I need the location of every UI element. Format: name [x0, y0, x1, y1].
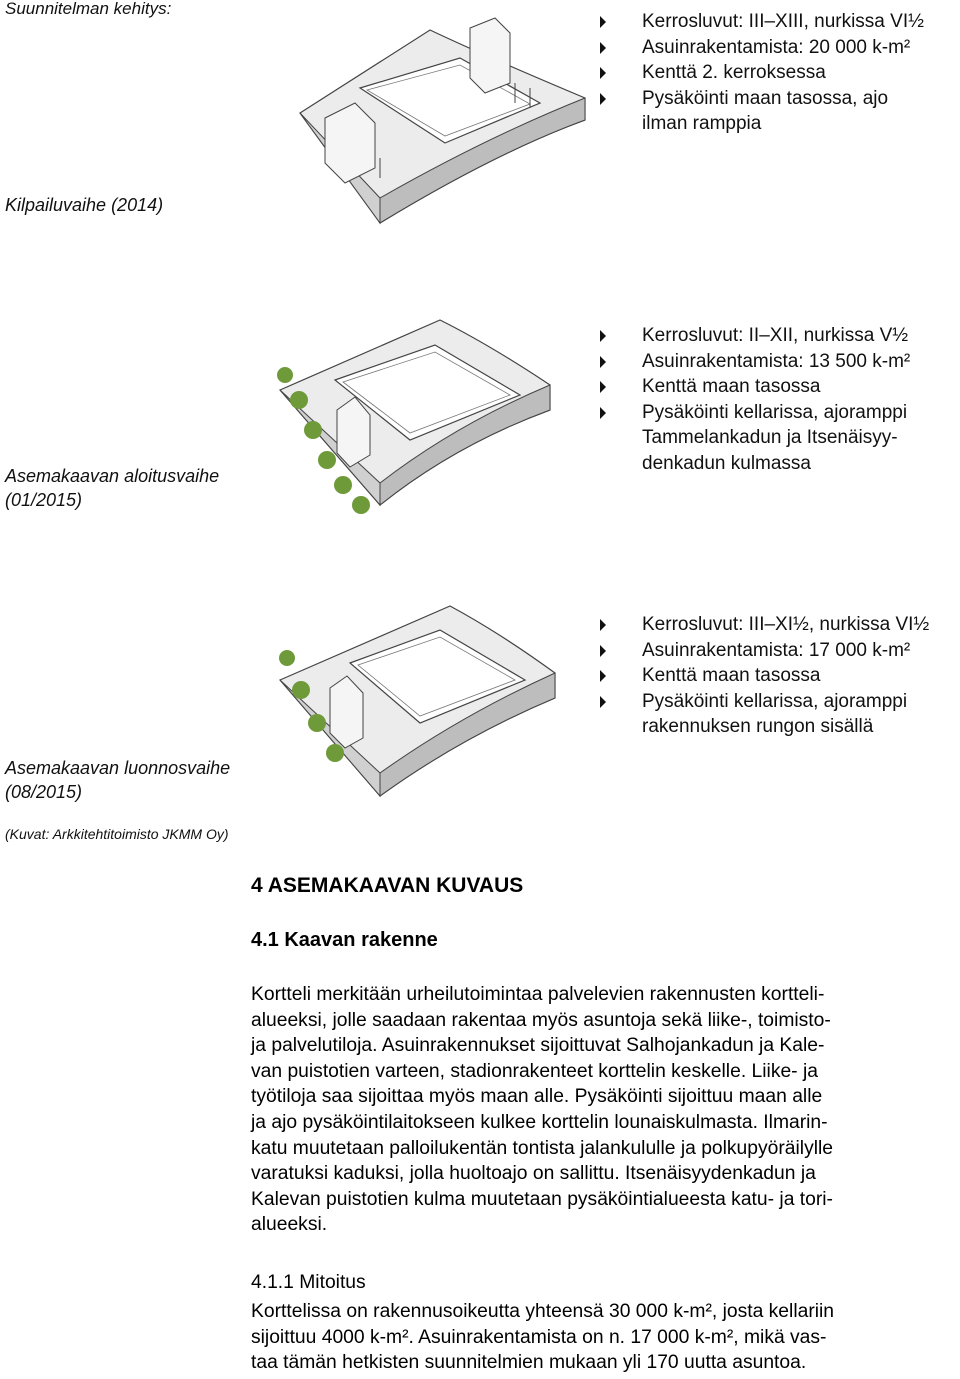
list-item: Kerrosluvut: III–XIII, nurkissa VI½	[600, 9, 924, 35]
list-item: Pysäköinti kellarissa, ajoramppi rakennuksen rungon sisällä	[600, 689, 929, 740]
list-item: Asuinrakentamista: 13 500 k-m²	[600, 349, 910, 375]
phase-label-competition: Kilpailuvaihe (2014)	[5, 195, 164, 215]
building-diagram-initiation	[275, 305, 575, 520]
bullet-icon	[600, 670, 606, 682]
bullet-icon	[600, 645, 606, 657]
list-item: Kerrosluvut: III–XI½, nurkissa VI½	[600, 612, 929, 638]
bullet-icon	[600, 407, 606, 419]
heading-2: 4.1 Kaavan rakenne	[251, 929, 438, 951]
paragraph-dimensioning: Korttelissa on rakennusoikeutta yhteensä 30 000 k-m², josta kellariin sijoittuu 4000 k-m². Asuinrakentamista on n. 17 000 k-m², mikä vas- taa tämän hetkisten suunnitelmien mukaan yli 170 uutta asuntoa.	[251, 1301, 835, 1374]
list-item: Kenttä 2. kerroksessa	[600, 60, 924, 86]
bullet-icon	[600, 330, 606, 342]
heading-1: 4 ASEMAKAAVAN KUVAUS	[251, 874, 524, 897]
bullet-icon	[600, 93, 606, 105]
bullet-list-draft	[600, 612, 929, 740]
bullet-icon	[600, 696, 606, 708]
bullet-icon	[600, 16, 606, 28]
paragraph-structure: Kortteli merkitään urheilutoimintaa palvelevien rakennusten kortteli- alueeksi, jolle saadaan rakentaa myös asuntoja sekä liike-, toimisto- ja palvelutiloja. Asuinrakennukset sijoittuvat Salhojankadun ja Kale- van puistotien varteen, stadionrakenteet korttelin keskelle. Liike- ja työtiloja saa sijoittaa myös maan alle. Pysäköinti sijoittuu maan alle ja ajo pysäköintilaitokseen kulkee korttelin lounaiskulmasta. Ilmarin- katu muutetaan palloilukentän tontista jalankululle ja polkupyöräilylle varatuksi kaduksi, jolla huoltoajo on sallittu. Itsenäisyydenkadun ja Kalevan puistotien kulma muutetaan pysäköintialueesta katu- ja tori- alueeksi.	[251, 984, 834, 1236]
section-label: Suunnitelman kehitys:	[5, 0, 172, 18]
phase-label-draft: Asemakaavan luonnosvaihe (08/2015)	[5, 758, 231, 802]
list-item: Kenttä maan tasossa	[600, 374, 910, 400]
list-item: Kerrosluvut: II–XII, nurkissa V½	[600, 323, 910, 349]
phase-label-initiation: Asemakaavan aloitusvaihe (01/2015)	[5, 466, 220, 510]
bullet-icon	[600, 619, 606, 631]
list-item: Pysäköinti maan tasossa, ajo ilman ramppia	[600, 86, 924, 137]
list-item: Pysäköinti kellarissa, ajoramppi Tammelankadun ja Itsenäisyy- denkadun kulmassa	[600, 400, 910, 477]
building-diagram-competition	[285, 8, 605, 230]
bullet-icon	[600, 42, 606, 54]
building-diagram-draft	[275, 598, 580, 810]
bullet-icon	[600, 356, 606, 368]
bullet-icon	[600, 67, 606, 79]
bullet-list-competition	[600, 9, 924, 137]
list-item: Kenttä maan tasossa	[600, 663, 929, 689]
bullet-icon	[600, 381, 606, 393]
list-item: Asuinrakentamista: 17 000 k-m²	[600, 638, 929, 664]
bullet-list-initiation	[600, 323, 910, 477]
heading-3: 4.1.1 Mitoitus	[251, 1272, 366, 1293]
image-credit: (Kuvat: Arkkitehtitoimisto JKMM Oy)	[5, 826, 229, 842]
list-item: Asuinrakentamista: 20 000 k-m²	[600, 35, 924, 61]
